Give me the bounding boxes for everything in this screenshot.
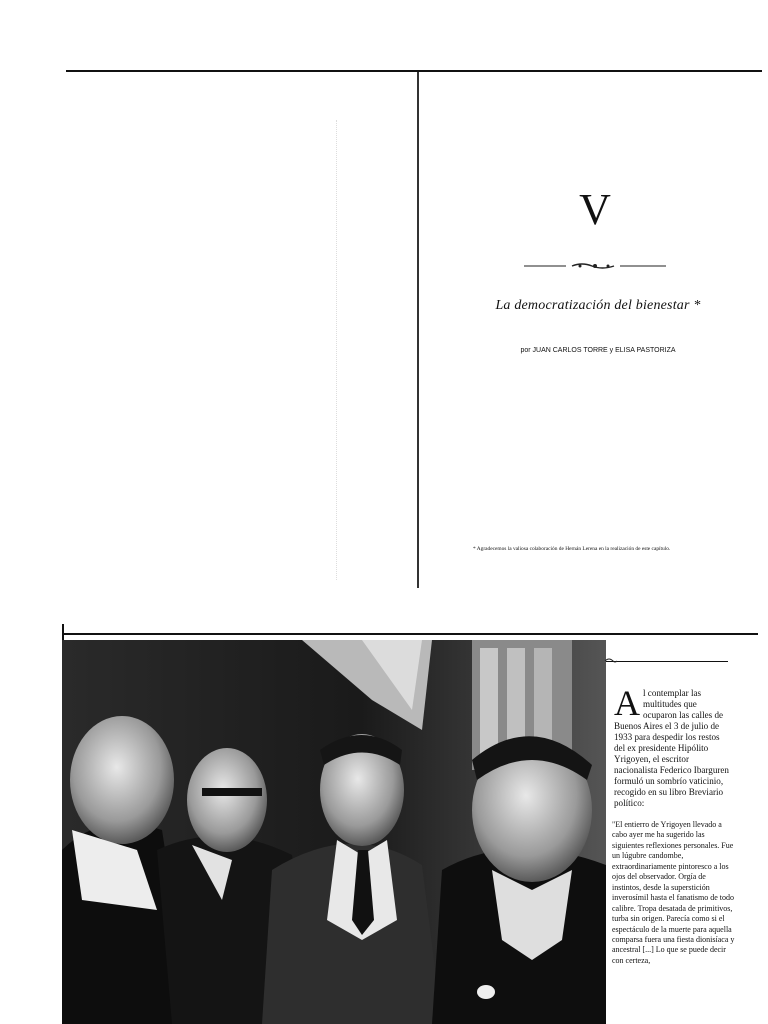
historical-photo bbox=[62, 640, 606, 1024]
chapter-title: La democratización del bienestar * bbox=[495, 298, 701, 313]
column-ornament bbox=[604, 656, 618, 666]
ornament-divider bbox=[522, 260, 668, 272]
bottom-gutter-mark bbox=[62, 624, 64, 640]
top-page-rule bbox=[66, 70, 762, 72]
left-page-speckle bbox=[330, 120, 337, 580]
bottom-page-rule bbox=[62, 633, 758, 635]
photo-illustration bbox=[62, 640, 606, 1024]
article-quote: "El entierro de Yrigoyen llevado a cabo ayer me ha sugerido las siguientes reflexiones personales. Fue un lúgubre candombe, extraordinariamente pintoresco a los ojos del observador. Orgía de instintos, desde la superstición inverosímil hasta el fanatismo de todo calibre. Tropa desatada de primitivos, turba sin origen. Parecía como si el espectáculo de la muerte para aquella comparsa fuera una fiesta dionisíaca y ancestral [...] Lo que se puede decir con certeza, bbox=[612, 820, 735, 965]
drop-cap: A bbox=[614, 683, 640, 723]
book-gutter bbox=[417, 72, 419, 588]
article-lead-paragraph bbox=[614, 683, 732, 810]
lead-text: l contemplar las multitudes que ocuparon las calles de Buenos Aires el 3 de julio de 1933 para despedir los restos del ex presidente Hipólito Yrigoyen, el escritor nacionalista Federico Ibarguren formuló un sombrío vaticinio, recogido en su libro Breviario político: bbox=[614, 688, 729, 809]
chapter-authors: por JUAN CARLOS TORRE y ELISA PASTORIZA bbox=[520, 347, 676, 354]
footnote: * Agradecemos la valiosa colaboración de Hernán Lerena en la realización de este capítulo. bbox=[473, 546, 671, 552]
column-top-rule bbox=[606, 661, 728, 662]
chapter-number: V bbox=[579, 185, 611, 234]
